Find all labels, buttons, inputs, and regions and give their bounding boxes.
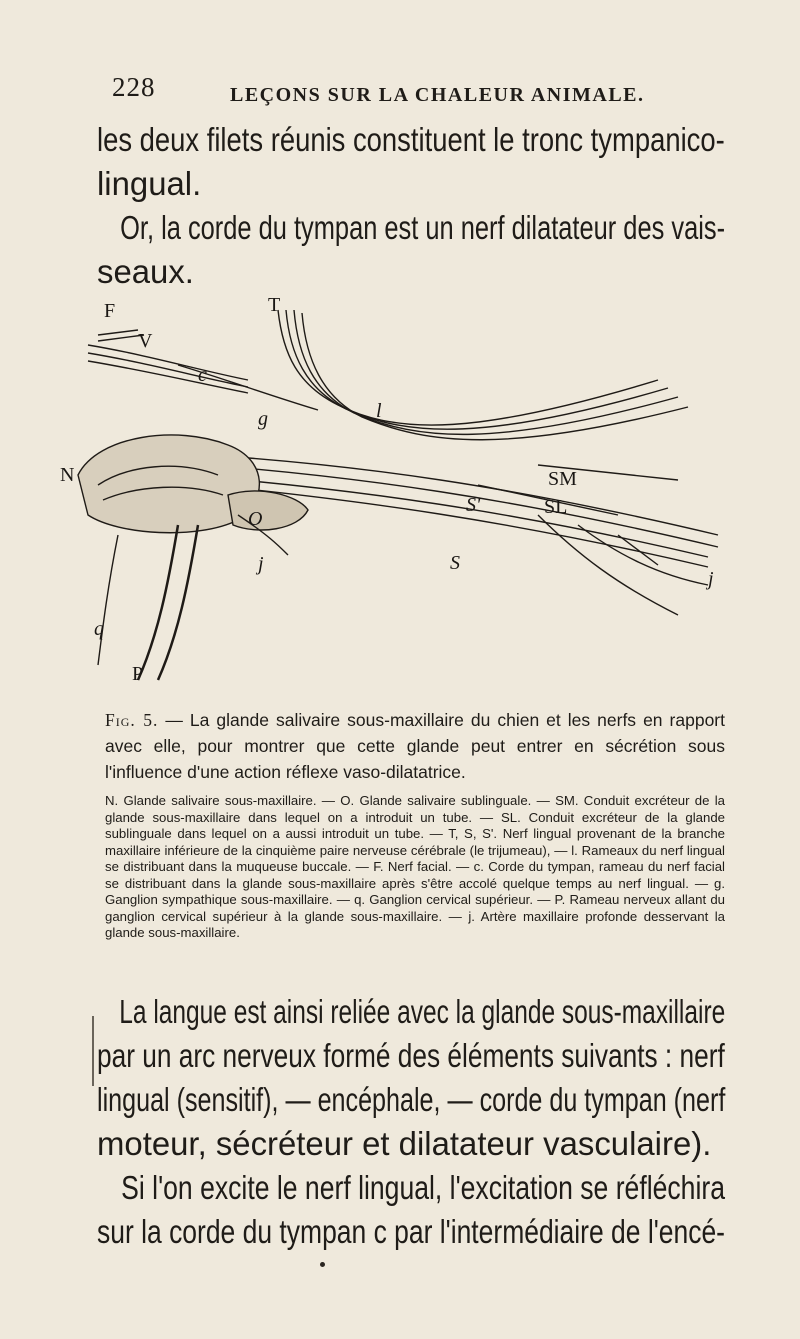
label-l: l [376,400,382,422]
page-header [112,72,712,112]
text-line: Or, la corde du tympan est un nerf dilatateur des vais- [120,209,726,246]
artery-j [138,525,178,680]
facial-nerve [88,345,248,380]
nerve-gland-illustration [58,285,748,695]
sublingual-gland [228,491,308,530]
text-line: par un arc nerveux formé des éléments suivants : nerf [97,1037,725,1074]
text-line: Si l'on excite le nerf lingual, l'excitation se réfléchira [121,1169,725,1206]
text-line: les deux filets réunis constituent le tronc tympanico- [97,121,725,158]
caption-lead: Fig. 5. [105,710,159,730]
text-line: lingual. [97,165,202,202]
label-SM: SM [548,468,577,490]
text-line: La langue est ainsi reliée avec la glande sous-maxillaire [119,993,726,1030]
bottom-paragraphs [97,990,727,1254]
caption-text: — La glande salivaire sous-maxillaire du chien et les nerfs en rapport avec elle, pour montrer que cette glande peut entrer en sécrétion sous l'influence d'une action réflexe vaso-dilatatrice. [105,710,725,782]
text-line: seaux. [97,253,194,290]
figure-legend [105,793,725,942]
label-j-right: j [708,568,714,590]
margin-pencil-mark [92,1016,94,1086]
label-S: S [450,552,460,574]
label-S-prime: S' [466,494,481,516]
label-j: j [258,553,264,575]
label-c: c [198,364,207,386]
anatomical-figure [58,285,748,695]
text-line: lingual (sensitif), — encéphale, — corde du tympan (nerf [97,1081,726,1118]
figure-caption [105,707,725,785]
label-SL: SL [544,496,568,518]
running-title: LEÇONS SUR LA CHALEUR ANIMALE. [230,84,645,106]
legend-text: N. Glande salivaire sous-maxillaire. — O. Glande salivaire sublinguale. — SM. Conduit excréteur de la glande sous-maxillaire dans lequel on a introduit un tube. — SL. Conduit excréteur de la glande sublinguale dans lequel on a aussi introduit un tube. — T, S, S'. Nerf lingual provenant de la branche maxillaire inférieure de la cinquième paire nerveuse cérébrale (le trijumeau), — l. Rameaux du nerf lingual se distribuant dans la muqueuse buccale. — F. Nerf facial. — c. Corde du tympan, rameau du nerf facial se distribuant dans la glande sous-maxillaire après s'être accolé quelque temps au nerf lingual. — g. Ganglion sympathique sous-maxillaire. — q. Ganglion cervical supérieur. — P. Rameau nerveux allant du ganglion cervical supérieur à la glande sous-maxillaire. — j. Artère maxillaire profonde desservant la glande sous-maxillaire. [105,793,725,940]
label-T: T [268,294,281,316]
label-P: P [132,663,144,685]
top-paragraphs [97,118,727,294]
label-V: V [138,330,153,352]
lingual-nerve [278,310,658,425]
label-N: N [60,464,75,486]
page-number: 228 [112,72,156,102]
label-g: g [258,408,268,430]
label-q: q [94,618,104,640]
label-F: F [104,300,116,322]
label-O: O [248,508,263,530]
text-line: sur la corde du tympan c par l'intermédiaire de l'encé- [97,1213,725,1250]
text-line: moteur, sécréteur et dilatateur vasculaire). [97,1125,712,1162]
ink-fleck [320,1262,325,1267]
